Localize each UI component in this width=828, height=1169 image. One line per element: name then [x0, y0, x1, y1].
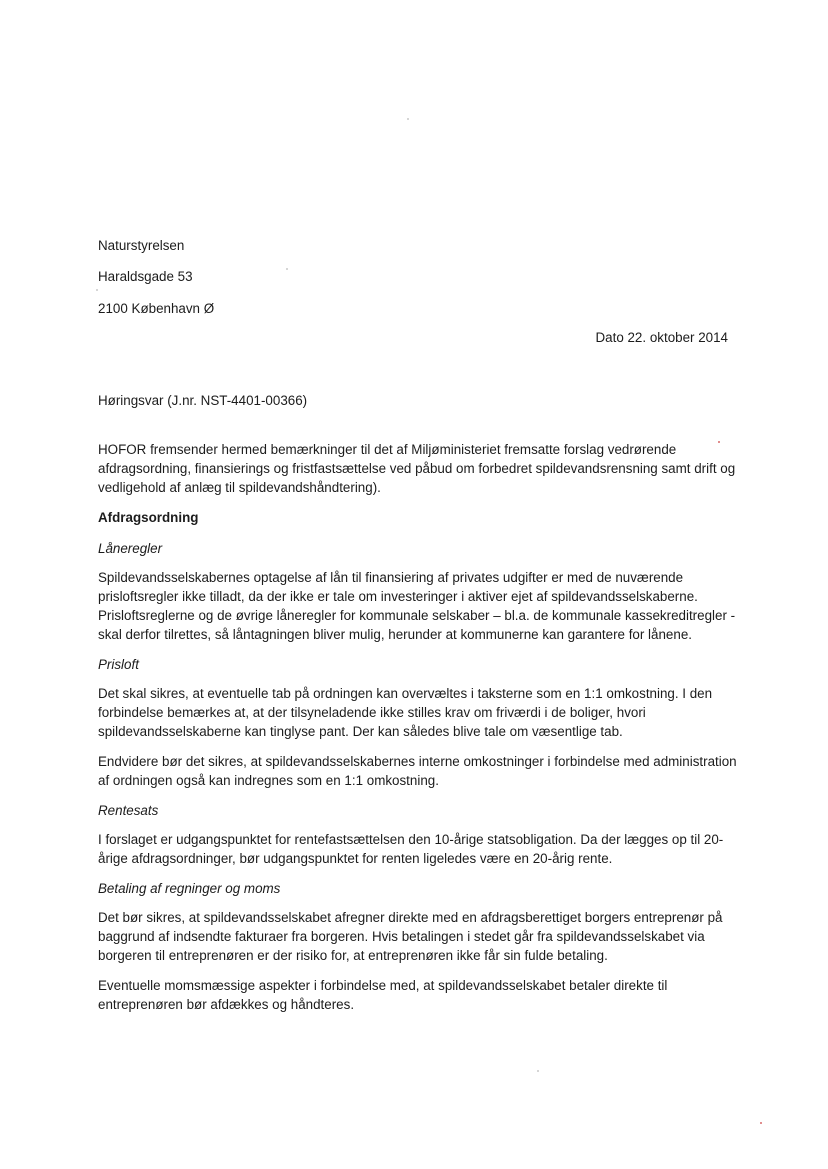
scan-speck [286, 268, 288, 270]
reference-line: Høringsvar (J.nr. NST-4401-00366) [98, 393, 308, 408]
letter-date: Dato 22. oktober 2014 [595, 330, 728, 345]
paragraph-prisloft-2: Endvidere bør det sikres, at spildevandsselskabernes interne omkostninger i forbindelse med administration af ordningen også kan indregnes som en 1:1 omkostning. [98, 754, 737, 788]
paragraph-betaling-1: Det bør sikres, at spildevandsselskabet afregner direkte med en afdragsberettiget borgers entreprenør på baggrund af indsendte fakturaer fra borgeren. Hvis betalingen i stedet går fra spildevandsselskabet via borgeren til entreprenøren er der risiko for, at entreprenøren ikke får sin fulde betaling. [98, 910, 723, 963]
subheading-betaling: Betaling af regninger og moms [98, 881, 281, 896]
subheading-rentesats: Rentesats [98, 803, 159, 818]
subheading-prisloft: Prisloft [98, 657, 139, 672]
scan-speck [96, 289, 98, 291]
scan-speck [407, 118, 409, 120]
paragraph-laaneregler: Spildevandsselskabernes optagelse af lån til finansiering af privates udgifter er med de nuværende prisloftsregler ikke tilladt, da der ikke er tale om investeringer i aktiver ejet af spildevandsselskaberne. Prisloftsreglerne og de øvrige låneregler for kommunale selskaber – bl.a. de kommunale kassekreditregler - skal derfor tilrettes, så låntagningen bliver mulig, herunder at kommunerne kan garantere for lånene. [98, 570, 736, 642]
section-heading: Afdragsordning [98, 510, 199, 525]
scan-speck [718, 441, 720, 443]
scan-speck [537, 1070, 539, 1072]
paragraph-betaling-2: Eventuelle momsmæssige aspekter i forbindelse med, at spildevandsselskabet betaler direkte til entreprenøren bør afdækkes og håndteres. [98, 978, 668, 1012]
letter-body [98, 391, 738, 1025]
recipient-city: 2100 København Ø [98, 301, 215, 316]
paragraph-prisloft-1: Det skal sikres, at eventuelle tab på ordningen kan overvæltes i taksterne som en 1:1 omkostning. I den forbindelse bemærkes at, at der tilsyneladende ikke stilles krav om friværdi i de boliger, hvori spildevandsselskaberne kan tinglyse pant. Der kan således blive tale om væsentlige tab. [98, 686, 713, 739]
recipient-name: Naturstyrelsen [98, 238, 185, 253]
recipient-street: Haraldsgade 53 [98, 269, 193, 284]
paragraph-rentesats: I forslaget er udgangspunktet for rentefastsættelsen den 10-årige statsobligation. Da der lægges op til 20-årige afdragsordninger, bør udgangspunktet for renten ligeledes være en 20-årig rente. [98, 832, 724, 866]
intro-paragraph: HOFOR fremsender hermed bemærkninger til det af Miljøministeriet fremsatte forslag vedrørende afdragsordning, finansierings og fristfastsættelse ved påbud om forbedret spildevandsrensning samt drift og vedligehold af anlæg til spildevandshåndtering). [98, 442, 736, 495]
subheading-laaneregler: Låneregler [98, 541, 163, 556]
scan-speck [760, 1122, 762, 1124]
